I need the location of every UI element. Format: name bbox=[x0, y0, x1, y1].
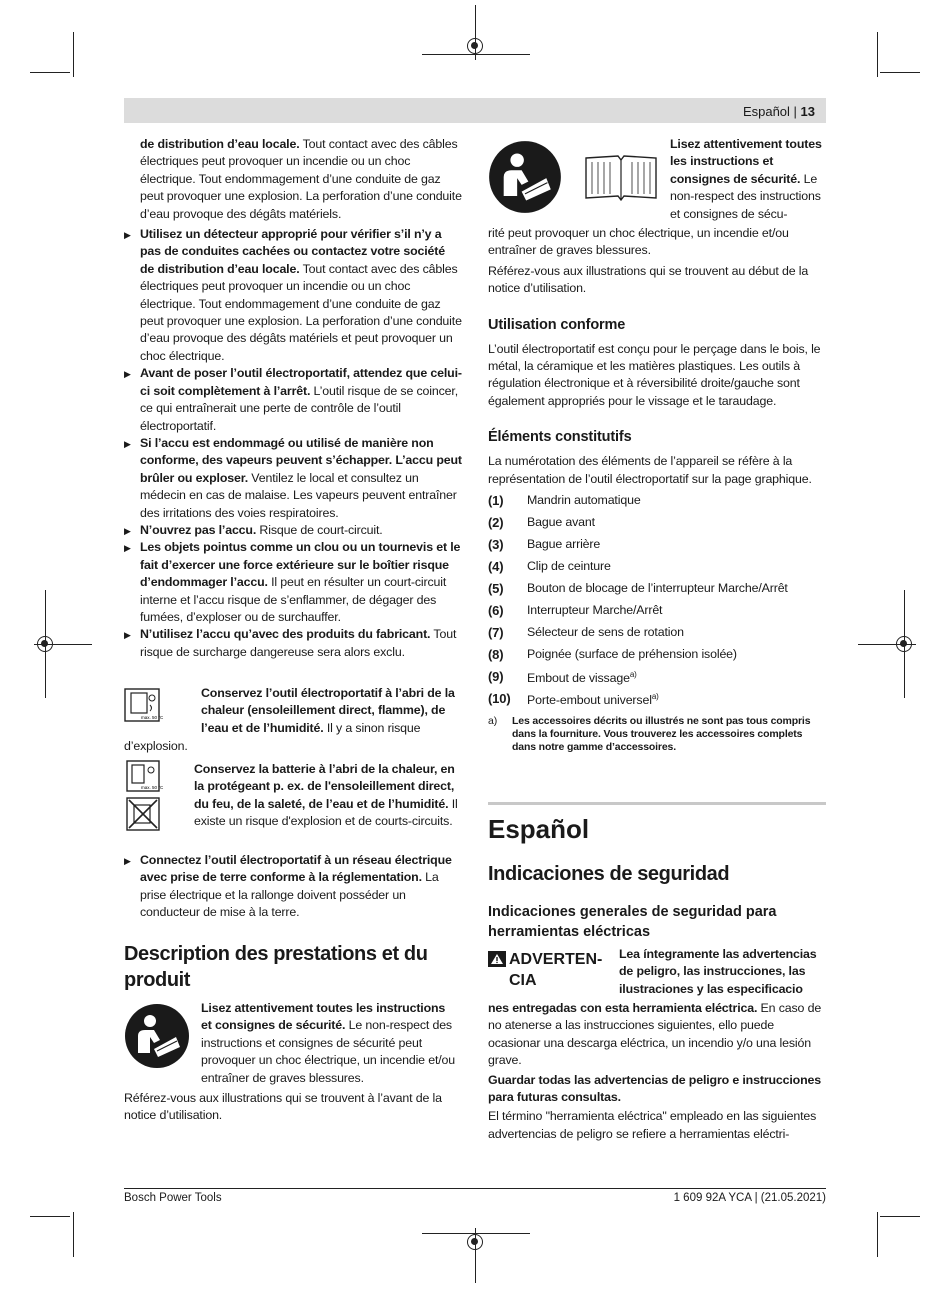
safety-bullet: ▶ N’ouvrez pas l’accu. Risque de court-circuit. bbox=[124, 522, 462, 539]
read-manual-icon bbox=[124, 1003, 190, 1069]
section-heading: Description des prestations et du produit bbox=[124, 943, 428, 991]
safety-bullet: ▶ Si l’accu est endommagé ou utilisé de manière non conforme, des vapeurs peuvent s’échapper. L’accu peut brûler ou exploser. Ventilez le local et consultez un médecin en cas de malaise. Les vapeurs peuvent entraîner des irritations des voies respiratoires. bbox=[124, 435, 462, 522]
paragraph: L’outil électroportatif est conçu pour le perçage dans le bois, le métal, la céramique et les matières plastiques. Les outils à régulation électronique et à réversibilité droite/gauche sont également appropriés pour le vissage et le taraudage. bbox=[488, 341, 821, 408]
right-column bbox=[488, 225, 826, 754]
component-number: (10) bbox=[488, 691, 511, 707]
section-heading: Éléments constitutifs bbox=[488, 429, 632, 446]
header-language: Español bbox=[742, 104, 790, 119]
left-column-bottom bbox=[124, 852, 462, 922]
component-item bbox=[488, 578, 826, 600]
component-number: (7) bbox=[488, 625, 504, 641]
component-number: (2) bbox=[488, 515, 504, 531]
component-item bbox=[488, 556, 826, 578]
component-item bbox=[488, 600, 826, 622]
open-book-icon bbox=[582, 150, 660, 204]
component-item bbox=[488, 490, 826, 512]
no-water-fire-icon bbox=[126, 797, 160, 831]
component-number: (5) bbox=[488, 581, 504, 597]
warning-bold-text: Lea íntegramente las advertencias de peligro, las instrucciones, las ilustraciones y las especificacio bbox=[619, 947, 817, 996]
safety-bullet: ▶ Connectez l’outil électroportatif à un réseau électrique avec prise de terre conforme à la réglementation. La prise électrique et la rallonge doivent posséder un conducteur de mise à la terre. bbox=[124, 852, 462, 922]
page-header: Español | 13 bbox=[742, 104, 815, 119]
registration-mark bbox=[467, 1234, 483, 1250]
battery-heat-icon bbox=[126, 760, 164, 792]
section-divider bbox=[488, 802, 826, 805]
warning-text bbox=[619, 946, 826, 998]
header-bar bbox=[124, 98, 826, 123]
component-item bbox=[488, 512, 826, 534]
safety-bullet: ▶ N’utilisez l’accu qu’avec des produits du fabricant. Tout risque de surcharge dangereuse sera alors exclu. bbox=[124, 626, 462, 661]
subsection-heading: Indicaciones generales de seguridad para herramientas eléctricas bbox=[488, 904, 777, 940]
language-heading: Español bbox=[488, 814, 590, 844]
registration-mark bbox=[896, 636, 912, 652]
crop-mark bbox=[877, 1212, 878, 1257]
component-list bbox=[488, 490, 826, 710]
component-label: Porte-embout universel$^{a)}$ bbox=[527, 692, 659, 708]
crop-mark bbox=[880, 72, 920, 73]
component-label: Clip de ceinture bbox=[527, 559, 611, 574]
crop-mark bbox=[30, 1216, 70, 1217]
section-heading: Indicaciones de seguridad bbox=[488, 863, 730, 885]
component-number: (9) bbox=[488, 669, 504, 685]
component-number: (4) bbox=[488, 559, 504, 575]
heat-warning-text: Conservez l’outil électroportatif à l’abri de la chaleur (ensoleillement direct, flamme), de l’eau et de l’humidité. Il y a sinon risque bbox=[201, 686, 455, 735]
component-item bbox=[488, 688, 826, 710]
component-label: Poignée (surface de préhension isolée) bbox=[527, 647, 737, 662]
warning-label: ADVERTEN-CIA bbox=[488, 949, 610, 991]
crop-mark bbox=[30, 72, 70, 73]
component-number: (6) bbox=[488, 603, 504, 619]
paragraph: El término "herramienta eléctrica" empleado en las siguientes advertencias de peligro se refiere a herramientas eléctri- bbox=[488, 1109, 817, 1141]
registration-mark bbox=[467, 38, 483, 54]
component-item bbox=[488, 622, 826, 644]
component-number: (8) bbox=[488, 647, 504, 663]
crop-mark bbox=[880, 1216, 920, 1217]
crop-mark bbox=[73, 1212, 74, 1257]
heat-warning-icon bbox=[124, 688, 164, 722]
component-label: Bague arrière bbox=[527, 537, 601, 552]
footnote-ref: a) bbox=[651, 692, 659, 702]
component-item bbox=[488, 666, 826, 688]
safety-bullet: ▶ Utilisez un détecteur approprié pour vérifier s’il n’y a pas de conduites cachées ou contactez votre société de distribution d’eau locale. Tout contact avec des câbles électriques peut provoquer un incendie ou un choc électrique. Tout endommagement d’une conduite de gaz peut provoquer une explosion. La perforation d’une conduite d’eau provoque des dégâts matériels et peut provoquer un choc électrique. bbox=[124, 226, 462, 365]
component-number: (1) bbox=[488, 493, 504, 509]
paragraph: de distribution d’eau locale. Tout contact avec des câbles électriques peut provoquer un incendie ou un choc électrique. Tout endommagement d’une conduite de gaz peut provoquer une explosion. La perforation d’une conduite d’eau provoque des dégâts matériels. bbox=[140, 137, 462, 221]
component-item bbox=[488, 644, 826, 666]
section-heading: Utilisation conforme bbox=[488, 316, 626, 333]
footer-line bbox=[124, 1188, 826, 1189]
component-item bbox=[488, 534, 826, 556]
paragraph: rité peut provoquer un choc électrique, un incendie et/ou entraîner de graves blessures. bbox=[488, 226, 789, 258]
heat-warning-text-cont: d’explosion. bbox=[124, 739, 188, 753]
footnote-ref: a) bbox=[629, 670, 637, 680]
component-label: Embout de vissage$^{a)}$ bbox=[527, 670, 637, 686]
reference-text: Référez-vous aux illustrations qui se trouvent à l’avant de la notice d’utilisation. bbox=[124, 1091, 442, 1123]
crop-mark bbox=[877, 32, 878, 77]
component-label: Bague avant bbox=[527, 515, 595, 530]
component-label: Sélecteur de sens de rotation bbox=[527, 625, 684, 640]
warning-text-cont: nes entregadas con esta herramienta eléctrica. En caso de no atenerse a las instrucciones siguientes, ello puede ocasionar una descarga eléctrica, un incendio y/o una lesión grave. Guardar todas las advertencias de peligro e instrucciones para futuras consultas. El término "herramienta eléctrica" empleado en las siguientes advertencias de peligro se refiere a herramientas eléctri- bbox=[488, 1000, 826, 1143]
component-label: Interrupteur Marche/Arrêt bbox=[527, 603, 663, 618]
page-number: 13 bbox=[800, 104, 815, 119]
footnote: a) Les accessoires décrits ou illustrés ne sont pas tous compris dans la fourniture. Vous trouverez les accessoires complets dans notre gamme d’accessoires. bbox=[488, 715, 811, 754]
crop-mark bbox=[73, 32, 74, 77]
keep-instructions-text: Guardar todas las advertencias de peligro e instrucciones para futuras consultas. bbox=[488, 1072, 822, 1105]
component-number: (3) bbox=[488, 537, 504, 553]
battery-warning-text: Conservez la batterie à l’abri de la chaleur, en la protégeant p. ex. de l'ensoleillement direct, du feu, de la saleté, de l’eau et de l’humidité. Il existe un risque d'explosion et de courts-circuits. bbox=[194, 762, 458, 829]
safety-bullet: ▶ Avant de poser l’outil électroportatif, attendez que celui-ci soit complètement à l’arrêt. L’outil risque de se coincer, ce qui entraînerait une perte de contrôle de l’outil électroportatif. bbox=[124, 365, 462, 435]
svg-text:max. 50 °C: max. 50 °C bbox=[141, 785, 164, 790]
footer-left: Bosch Power Tools bbox=[124, 1192, 222, 1204]
footer-right: 1 609 92A YCA | (21.05.2021) bbox=[673, 1192, 826, 1204]
registration-mark bbox=[37, 636, 53, 652]
component-label: Bouton de blocage de l’interrupteur Marche/Arrêt bbox=[527, 581, 788, 596]
read-instructions-text: Lisez attentivement toutes les instructions et consignes de sécurité. Le non-respect des instructions et consignes de sécu- bbox=[670, 137, 822, 221]
crop-mark bbox=[422, 54, 530, 55]
component-label: Mandrin automatique bbox=[527, 493, 641, 508]
svg-text:max. 50 °C: max. 50 °C bbox=[141, 715, 164, 720]
read-manual-icon bbox=[488, 140, 562, 214]
read-instructions-text: Lisez attentivement toutes les instructions et consignes de sécurité. Le non-respect des instructions et consignes de sécurité peut provoquer un choc électrique, un incendie et/ou entraîner de graves blessures. bbox=[201, 1001, 456, 1085]
paragraph: Référez-vous aux illustrations qui se trouvent au début de la notice d’utilisation. bbox=[488, 263, 809, 296]
left-column bbox=[124, 136, 462, 661]
paragraph: La numérotation des éléments de l’appareil se réfère à la représentation de l’outil électroportatif sur la page graphique. bbox=[488, 454, 812, 486]
safety-bullet: ▶ Les objets pointus comme un clou ou un tournevis et le fait d’exercer une force extérieure sur le boîtier risque d’endommager l’accu. Il peut en résulter un court-circuit interne et l’accu risque de s’enflammer, de dégager des fumées, d’exploser ou de surchauffer. bbox=[124, 539, 462, 626]
warning-icon bbox=[488, 951, 506, 967]
